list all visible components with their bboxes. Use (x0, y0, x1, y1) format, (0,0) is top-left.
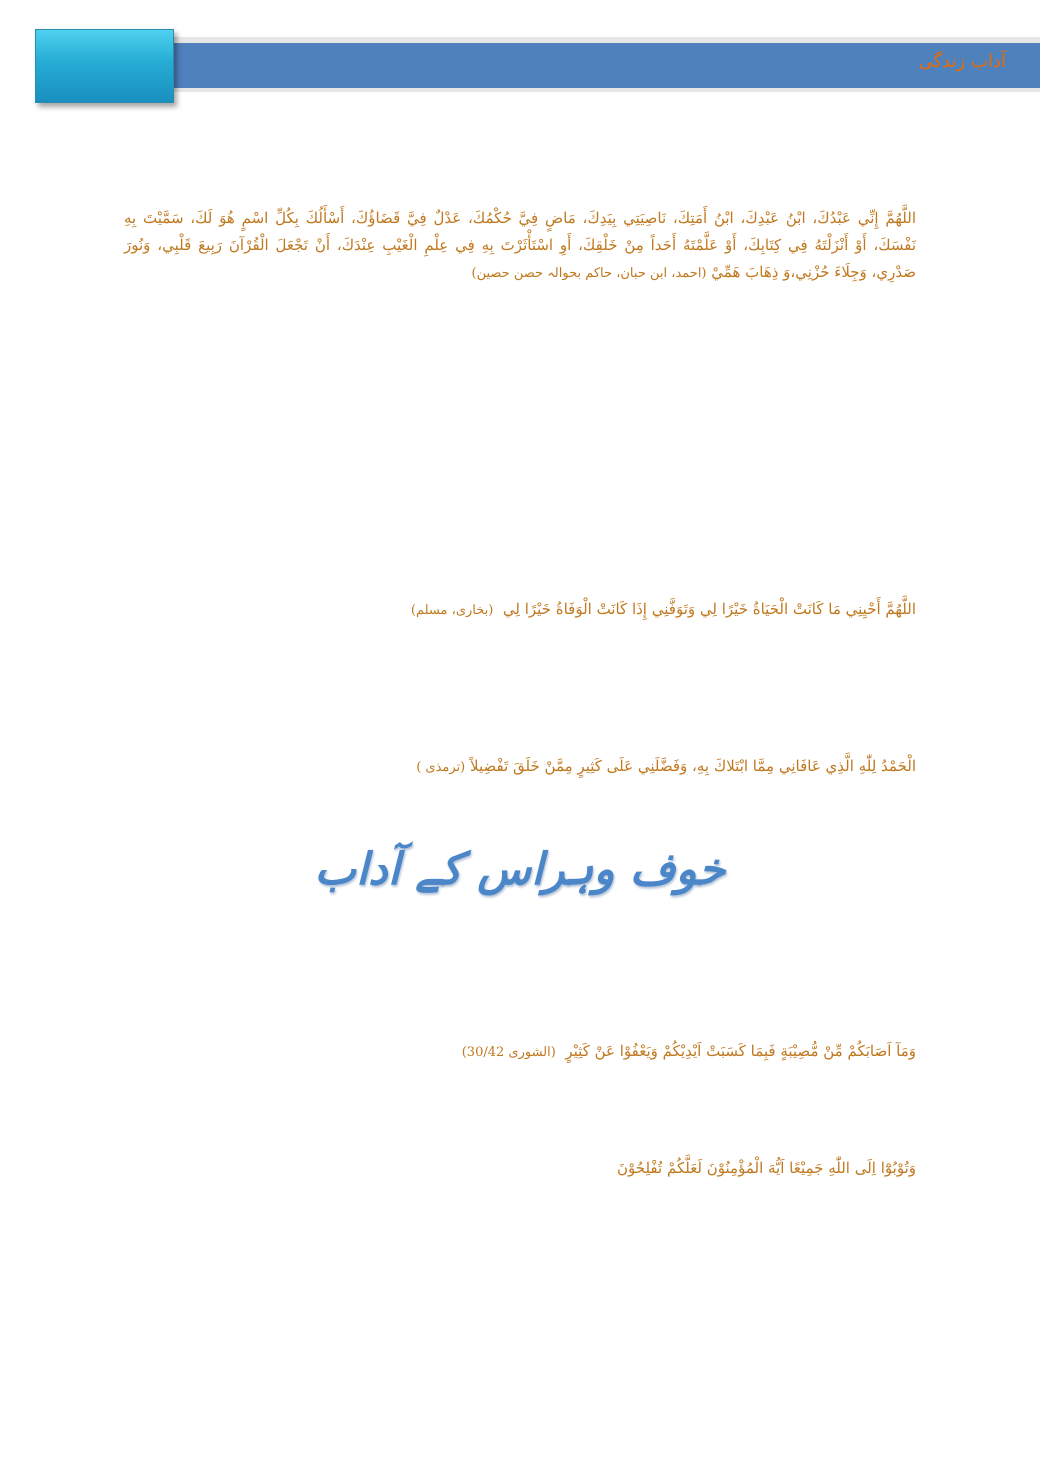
header-decoration-block (35, 29, 174, 103)
dua-2-reference: (بخاری، مسلم) (410, 603, 494, 618)
ayah-1-text: وَمَآ اَصَابَكُمْ مِّنْ مُّصِيْبَةٍ فَبِمَا كَسَبَتْ اَيْدِيْكُمْ وَيَعْفُوْا عَنْ كَثِيْرٍ (565, 1042, 916, 1060)
ayah-paragraph-2 (316, 1155, 916, 1181)
ayah-paragraph-1 (316, 1038, 916, 1066)
ayah-1-reference: (الشوری 30/42) (461, 1045, 556, 1060)
dua-paragraph-1 (124, 205, 916, 287)
page-header-title: آداب زندگی (918, 51, 1006, 72)
dua-3-text: الْحَمْدُ لِلّٰهِ الَّذِي عَافَانِي مِمَّا ابْتَلاكَ بِهِ، وَفَضَّلَنِي عَلَى كَثِيرٍ مِمَّنْ خَلَقَ تَفْضِيلاً (470, 757, 916, 775)
ayah-2-text: وَتُوْبُوْٓا اِلَى اللّٰهِ جَمِيْعًا اَيُّهَ الْمُؤْمِنُوْنَ لَعَلَّكُمْ تُفْلِحُوْنَ (617, 1159, 916, 1177)
section-heading: خوف وہراس کے آداب (314, 844, 726, 895)
dua-3-reference: (ترمذی ) (416, 760, 466, 775)
dua-1-text: اللَّهُمَّ إِنِّي عَبْدُكَ، ابْنُ عَبْدِكَ، ابْنُ أَمَتِكَ، نَاصِيَتِي بِيَدِكَ، مَاضٍ فِيَّ حُكْمُكَ، عَدْلٌ فِيَّ قَضَاؤُكَ، أَسْأَلُكَ بِكُلِّ اسْمٍ هُوَ لَكَ، سَمَّيْتَ بِهِ نَفْسَكَ، أَوْ أَنْزَلْتَهُ فِي كِتَابِكَ، أَوْ عَلَّمْتَهُ أَحَداً مِنْ خَلْقِكَ، أَوِ اسْتَأْثَرْتَ بِهِ فِي عِلْمِ الْغَيْبِ عِنْدَكَ، أَنْ تَجْعَلَ الْقُرْآنَ رَبِيعَ قَلْبِي، وَنُورَ صَدْرِي، وَجِلَاءَ حُزْنِي،وَ ذِهَابَ هَمِّيْ (124, 209, 916, 281)
header-bar (174, 43, 1040, 88)
dua-1-reference: (احمد، ابن حبان، حاکم بحوالہ حصن حصین) (471, 266, 707, 281)
dua-paragraph-2 (316, 596, 916, 624)
dua-paragraph-3 (316, 753, 916, 781)
dua-2-text: اللَّهُمَّ أَحْيِنِي مَا كَانَتْ الْحَيَاةُ خَيْرًا لِي وَتَوَفَّنِي إِذَا كَانَتْ الْوَفَاةُ خَيْرًا لِي (502, 600, 916, 618)
